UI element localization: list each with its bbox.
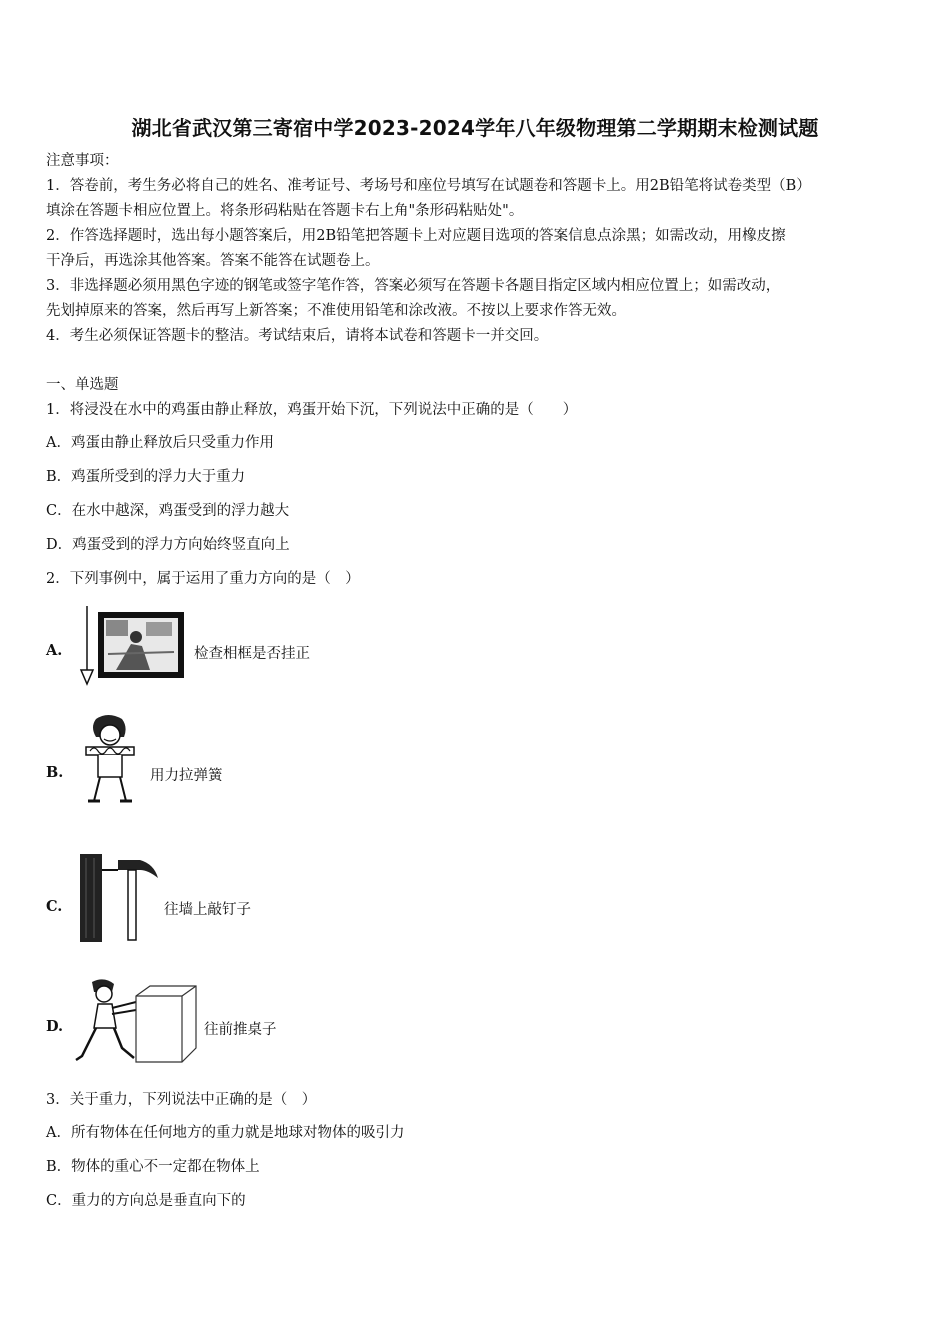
q1-option-d: D．鸡蛋受到的浮力方向始终竖直向上 xyxy=(46,537,290,553)
spring-stretching-person-image xyxy=(78,713,142,809)
notice-line: 1．答卷前，考生务必将自己的姓名、准考证号、考场号和座位号填写在试题卷和答题卡上。用2B铅笔将试卷类型（B） xyxy=(46,178,811,194)
notice-line: 3．非选择题必须用黑色字迹的钢笔或签字笔作答，答案必须写在答题卡各题目指定区域内相应位置上；如需改动， xyxy=(46,278,781,294)
q3-option-b: B．物体的重心不一定都在物体上 xyxy=(46,1159,260,1175)
q1-option-a: A．鸡蛋由静止释放后只受重力作用 xyxy=(46,435,274,451)
q3-option-c: C．重力的方向总是垂直向下的 xyxy=(46,1193,246,1209)
notice-line: 4．考生必须保证答题卡的整洁。考试结束后，请将本试卷和答题卡一并交回。 xyxy=(46,328,549,344)
pushing-table-person-image xyxy=(72,976,200,1068)
q2-option-d-text: 往前推桌子 xyxy=(204,1022,277,1038)
q3-stem: 3．关于重力，下列说法中正确的是（ ） xyxy=(46,1092,317,1108)
q2-option-a-label: A. xyxy=(46,642,63,659)
notice-heading: 注意事项： xyxy=(46,153,119,169)
q2-option-c-label: C. xyxy=(46,898,63,915)
q2-option-d-label: D. xyxy=(46,1018,64,1035)
hammer-nail-wall-image xyxy=(78,852,160,944)
q2-option-b-text: 用力拉弹簧 xyxy=(150,768,223,784)
page-title: 湖北省武汉第三寄宿中学2023-2024学年八年级物理第二学期期末检测试题 xyxy=(131,116,819,140)
notice-line: 2．作答选择题时，选出每小题答案后，用2B铅笔把答题卡上对应题目选项的答案信息点涂黑；如需改动，用橡皮擦 xyxy=(46,228,786,244)
q3-option-a: A．所有物体在任何地方的重力就是地球对物体的吸引力 xyxy=(46,1125,405,1141)
notice-line: 干净后，再选涂其他答案。答案不能答在试题卷上。 xyxy=(46,253,380,269)
q1-stem: 1．将浸没在水中的鸡蛋由静止释放，鸡蛋开始下沉，下列说法中正确的是（ ） xyxy=(46,402,578,418)
plumb-line-frame-image xyxy=(76,604,188,688)
q2-option-c-text: 往墙上敲钉子 xyxy=(164,902,251,918)
q1-option-b: B．鸡蛋所受到的浮力大于重力 xyxy=(46,469,246,485)
q1-option-c: C．在水中越深，鸡蛋受到的浮力越大 xyxy=(46,503,290,519)
notice-line: 先划掉原来的答案，然后再写上新答案；不准使用铅笔和涂改液。不按以上要求作答无效。 xyxy=(46,303,626,319)
notice-line: 填涂在答题卡相应位置上。将条形码粘贴在答题卡右上角"条形码粘贴处"。 xyxy=(46,203,524,219)
q2-option-b-label: B. xyxy=(46,764,64,781)
q2-stem: 2．下列事例中，属于运用了重力方向的是（ ） xyxy=(46,571,360,587)
q2-option-a-text: 检查相框是否挂正 xyxy=(194,646,310,662)
section-heading: 一、单选题 xyxy=(46,377,119,393)
